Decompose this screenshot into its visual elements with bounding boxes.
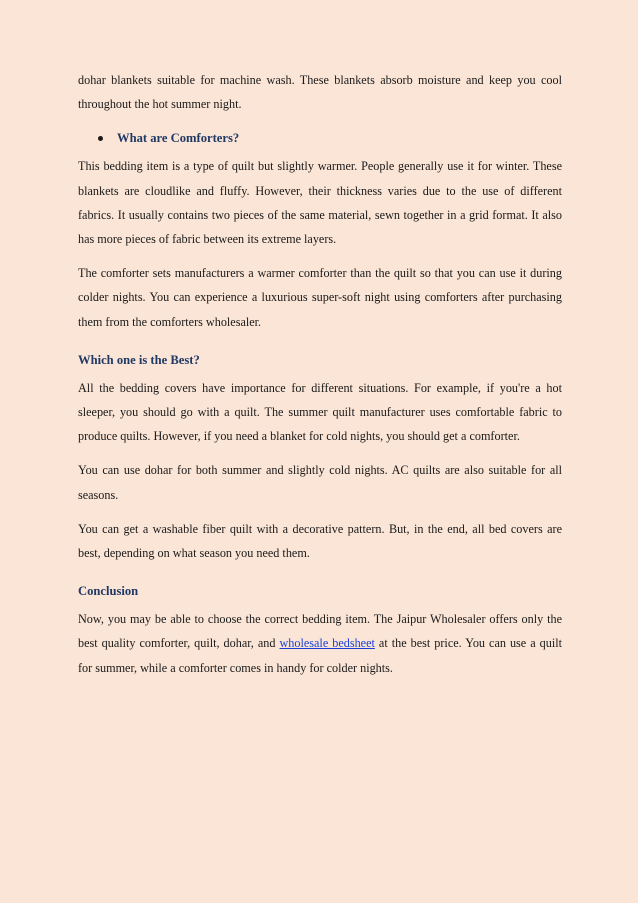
best-paragraph-1: All the bedding covers have importance for different situations. For example, if you're a hot sleeper, you should go with a quilt. The summer quilt manufacturer uses comfortable fabric to produce quilts. However, if you need a blanket for cold nights, you should get a comforter. [78, 380, 562, 444]
comforters-paragraph-1: This bedding item is a type of quilt but slightly warmer. People generally use it for winter. These blankets are cloudlike and fluffy. However, their thickness varies due to the use of different fabrics. It usually contains two pieces of the same material, sewn together in a grid format. It also has more pieces of fabric between its extreme layers. [78, 159, 562, 247]
comforters-heading: What are Comforters? [117, 131, 240, 146]
intro-paragraph: dohar blankets suitable for machine wash. These blankets absorb moisture and keep you cool throughout the hot summer night. [78, 73, 562, 112]
bullet-icon [98, 136, 103, 141]
conclusion-text-after-link: at the best price. You can use a quilt for summer, while a comforter comes in handy for colder nights. [78, 636, 562, 675]
best-heading: Which one is the Best? [78, 352, 200, 367]
best-paragraph-3: You can get a washable fiber quilt with a decorative pattern. But, in the end, all bed covers are best, depending on what season you need them. [78, 521, 562, 561]
best-paragraph-2: You can use dohar for both summer and slightly cold nights. AC quilts are also suitable for all seasons. [78, 463, 562, 502]
comforters-paragraph-2: The comforter sets manufacturers a warmer comforter than the quilt so that you can use it during colder nights. You can experience a luxurious super-soft night using comforters after purchasing them from the comforters wholesaler. [78, 266, 562, 329]
comforters-bullet-heading [98, 128, 562, 148]
document-page [78, 68, 562, 680]
conclusion-paragraph [78, 607, 562, 680]
conclusion-heading: Conclusion [78, 584, 139, 599]
wholesale-bedsheet-link[interactable]: wholesale bedsheet [279, 636, 375, 651]
conclusion-text-before-link: Now, you may be able to choose the correct bedding item. The Jaipur Wholesaler offers only the best quality comforter, quilt, dohar, and [78, 612, 562, 651]
